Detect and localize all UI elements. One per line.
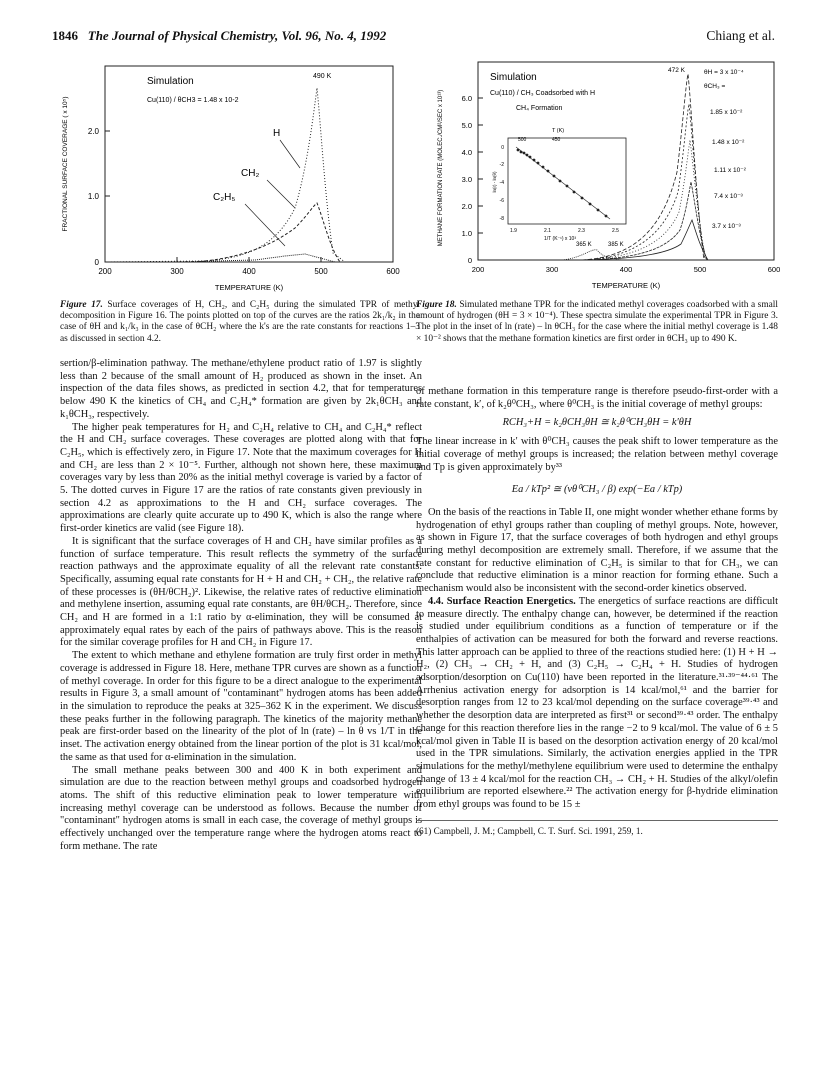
fig17-xtick-0: 200 bbox=[98, 267, 112, 276]
page-number: 1846 bbox=[52, 28, 78, 43]
fig18-inset-top-tick-1: 450 bbox=[552, 137, 561, 143]
fig18-ytick-5: 5.0 bbox=[461, 121, 472, 130]
right-paragraph-3: On the basis of the reactions in Table II, one might wonder whether ethane forms by hydrogenation of ethyl groups rather than coupling of methyl groups. Note, however, as shown in Figure 17, that the surface coverages of both hydrogen and ethyl groups during methyl decomposition are extremely small. Therefore, if we assume that the rate constant for reductive elimination of C₂H₅ is similar to that for CH₃, we can conclude that reductive elimination is a minor reaction for forming ethane. Such a mechanism would also be inconsistent with the second-order kinetics observed. bbox=[416, 506, 778, 595]
fig18-xlabel: TEMPERATURE (K) bbox=[591, 281, 661, 290]
fig17-plot-frame bbox=[105, 66, 393, 262]
fig18-inset-top-label: T (K) bbox=[552, 128, 565, 134]
fig18-xtick-0: 200 bbox=[471, 265, 485, 274]
fig17-curve-c2h5 bbox=[175, 254, 335, 262]
fig18-coverage-0: 1.85 x 10⁻² bbox=[710, 109, 743, 116]
fig18-xtick-3: 500 bbox=[693, 265, 707, 274]
fig18-coverage-2: 1.11 x 10⁻² bbox=[714, 167, 746, 174]
fig18-caption-label: Figure 18. bbox=[416, 300, 457, 310]
fig17-xtick-3: 500 bbox=[314, 267, 328, 276]
fig18-inset-xtick-0: 1.9 bbox=[510, 228, 517, 234]
fig18-ytick-2: 2.0 bbox=[461, 202, 472, 211]
fig18-low-peak-1: 385 K bbox=[608, 242, 624, 248]
running-header bbox=[52, 28, 386, 44]
fig17-ytick-1: 1.0 bbox=[87, 192, 99, 201]
fig17-curve-ch2 bbox=[195, 203, 340, 262]
equation-redhead: Ea / kTp² ≅ (νθ⁰CH₃ / β) exp(−Ea / kTp) bbox=[511, 484, 683, 496]
fig18-inset-ytick-3: -6 bbox=[499, 198, 504, 204]
fig18-legend-h: θH = 3 x 10⁻⁴ bbox=[704, 69, 744, 76]
right-paragraph-1: of methane formation in this temperature range is therefore pseudo-first-order with a rate constant, k′, of k₂θ⁰CH₃, where θ⁰CH₃ is the initial coverage of methyl groups: bbox=[416, 386, 778, 410]
figure-17-chart bbox=[55, 58, 405, 298]
journal-title: The Journal of Physical Chemistry, Vol. 96, No. 4, 1992 bbox=[87, 28, 387, 43]
fig18-xtick-2: 400 bbox=[619, 265, 633, 274]
fig18-ytick-4: 4.0 bbox=[461, 148, 472, 157]
fig17-xlabel: TEMPERATURE (K) bbox=[214, 283, 284, 292]
fig18-inset-ytick-0: 0 bbox=[501, 145, 504, 151]
fig17-label-c2h5: C₂H₅ bbox=[213, 192, 236, 203]
fig18-x-ticks bbox=[472, 265, 781, 274]
fig18-ytick-0: 0 bbox=[467, 256, 472, 265]
fig17-title: Simulation bbox=[147, 76, 194, 87]
fig18-xtick-4: 600 bbox=[767, 265, 781, 274]
fig18-subtitle-2: CH₄ Formation bbox=[516, 105, 563, 112]
fig17-ytick-0: 0 bbox=[94, 258, 99, 267]
fig18-inset-ylabel: ln(r) - ln(θ) bbox=[492, 171, 497, 193]
fig17-c2h5-pointer bbox=[245, 204, 285, 246]
fig18-ytick-1: 1.0 bbox=[461, 229, 472, 238]
fig18-subtitle-1: Cu(110) / CH₃ Coadsorbed with H bbox=[490, 90, 596, 97]
left-paragraph-4: The extent to which methane and ethylene formation are truly first order in methyl coverage is addressed in Figure 18. Here, methane TPR curves are shown as a function of methyl coverage. In order for this figure to be a direct analogue to the experimental results in Figure 3, a small amount of "contaminant" hydrogen atoms has been added in the simulation to reproduce the peaks at 325–362 K in the experiment. We discuss these peaks further in the following paragraph. The kinetics of the majority methane peak are first-order based on the linearity of the plot of ln (rate) – ln θ vs 1/T in the inset. The activation energy obtained from the linear portion of the plot is 31 kcal/mol, the same as that used for α-elimination in the simulation. bbox=[60, 650, 422, 763]
fig18-coverage-3: 7.4 x 10⁻³ bbox=[714, 193, 743, 200]
section-4-4 bbox=[416, 596, 778, 812]
right-paragraph-2: The linear increase in k′ with θ⁰CH₃ causes the peak shift to lower temperature as the initial coverage of methyl groups is increased; the relation between methyl coverage and Tp is given approximately by³³ bbox=[416, 436, 778, 473]
authors-header: Chiang et al. bbox=[706, 28, 775, 43]
fig18-coverage-4: 3.7 x 10⁻³ bbox=[712, 223, 741, 230]
right-column bbox=[416, 386, 778, 838]
fig18-inset-top-tick-0: 500 bbox=[518, 137, 527, 143]
fig18-inset-xtick-1: 2.1 bbox=[544, 228, 551, 234]
fig18-inset-xlabel: 1/T (K⁻¹) x 10³ bbox=[544, 236, 576, 242]
fig17-caption-label: Figure 17. bbox=[60, 300, 103, 310]
fig18-inset-ytick-4: -8 bbox=[499, 216, 504, 222]
left-paragraph-1: sertion/β-elimination pathway. The methane/ethylene product ratio of 1.97 is slightly less than 2 because of the small amount of H₂ produced as shown in the inset. An inspection of the data files shows, as predicted in section 4.2, that for temperatures below 490 K the kinetics of CH₄ and C₂H₄* formation are given by 2k₁θCH₃ and k₁θCH₃, respectively. bbox=[60, 358, 422, 420]
fig18-legend-ch3: θCH₃ = bbox=[704, 83, 726, 90]
fig18-coverage-1: 1.48 x 10⁻² bbox=[712, 139, 745, 146]
fig18-xtick-1: 300 bbox=[545, 265, 559, 274]
fig18-caption-text: Simulated methane TPR for the indicated methyl coverages coadsorbed with a small amount of hydrogen (θH = 3 × 10⁻⁴). These spectra simulate the experimental TPR in Figure 3. The plot in the inset of ln (rate) – ln θCH₃ for the case where the initial methyl coverage is 1.48 × 10⁻² shows that the methane formation kinetics are first order in θCH₃ up to 490 K. bbox=[416, 300, 778, 344]
fig18-inset-xtick-2: 2.3 bbox=[578, 228, 585, 234]
fig17-peak-label: 490 K bbox=[313, 73, 332, 80]
equation-rate: RCH₃+H = k₂θCH₃θH ≅ k₂θ⁰CH₃θH = k′θH bbox=[502, 417, 692, 429]
fig18-low-peak-0: 365 K bbox=[576, 242, 592, 248]
fig17-caption-text: Surface coverages of H, CH₂, and C₂H₅ during the simulated TPR of methyl decomposition in Figure 16. The points plotted on top of the curves are the ratios 2k₁/k₂ in the case of θH and k₁/k₃ in the case of θCH₂ where the k's are the rate constants for reactions 1–3 as discussed in section 4.2. bbox=[60, 300, 421, 344]
fig17-curve-h bbox=[105, 88, 345, 262]
footnote-61: (61) Campbell, J. M.; Campbell, C. T. Surf. Sci. 1991, 259, 1. bbox=[416, 820, 778, 838]
fig18-inset-ytick-2: -4 bbox=[499, 180, 504, 186]
left-paragraph-3: It is significant that the surface coverages of H and CH₂ have similar profiles as a function of surface temperature. This result reflects the symmetry of the surface reaction pathways and the approximate equality of all the relevant rate constants. Specifically, assuming equal rate constants for H + H and CH₂ + CH₂, the relative rate of these processes is (θH/θCH₂)². Likewise, the relative rates of reductive elimination and methylene insertion, assuming equal rate constants, are θH/θCH₂. Therefore, since CH₂ and H are formed in a 1:1 ratio by α-elimination, they will be consumed at approximately equal rates by each of the pairs of pathways above. This is the reason for the similar coverage profiles for H and CH₂ in Figure 17. bbox=[60, 535, 422, 649]
fig18-ylabel: METHANE FORMATION RATE (MOLEC./CM²/SEC x 10¹³) bbox=[438, 89, 444, 247]
figure-18-chart bbox=[432, 52, 790, 300]
figure-17-caption bbox=[60, 300, 420, 345]
fig18-inset bbox=[492, 128, 626, 242]
fig18-title: Simulation bbox=[490, 72, 537, 83]
section-heading: 4.4. Surface Reaction Energetics. bbox=[428, 595, 576, 607]
fig17-xtick-1: 300 bbox=[170, 267, 184, 276]
fig18-inset-ytick-1: -2 bbox=[499, 162, 504, 168]
fig18-ytick-6: 6.0 bbox=[461, 94, 472, 103]
fig17-xtick-4: 600 bbox=[386, 267, 400, 276]
left-paragraph-5: The small methane peaks between 300 and 400 K in both experiment and simulation are due to the reaction between methyl groups and coadsorbed hydrogen atoms. The shift of this reductive elimination peak to lower temperature with increasing methyl coverage can be understood as follows. Because the number of "contaminant" hydrogen atoms is small in each case, the coverage of methyl groups is effectively unchanged over the temperature range where the hydrogen atoms react to form methane. The rate bbox=[60, 764, 422, 852]
fig17-h-pointer bbox=[280, 140, 300, 168]
fig17-ytick-2: 2.0 bbox=[87, 127, 99, 136]
fig17-subtitle: Cu(110) / θCH3 = 1.48 x 10-2 bbox=[147, 97, 239, 104]
fig17-y-ticks bbox=[88, 127, 110, 267]
fig18-y-ticks bbox=[462, 94, 483, 265]
fig17-ch2-pointer bbox=[267, 180, 295, 208]
fig17-label-ch2: CH₂ bbox=[241, 168, 260, 179]
left-paragraph-2: The higher peak temperatures for H₂ and C₂H₄ relative to CH₄ and C₂H₄* reflect the H and CH₂ surface coverages. These coverages are plotted along with that for C₂H₅, which is effectively zero, in Figure 17. Note that the maximum coverages for H and CH₂ are less than 2 × 10⁻⁵. Further, although not shown here, these maximum coverages vary by less than 20% as the initial methyl coverage is varied by a factor of 5. The dotted curves in Figure 17 are the ratios of rate constants given previously in section 4.2 as approximations to the H and CH₂ surface coverages. The approximations are clearly quite accurate up to 490 K, which is also the range where first-order kinetics are valid (see Figure 18). bbox=[60, 421, 422, 535]
figure-18-caption bbox=[416, 300, 778, 345]
fig18-ytick-3: 3.0 bbox=[461, 175, 472, 184]
left-column bbox=[60, 358, 422, 853]
fig17-label-h: H bbox=[273, 128, 281, 139]
fig17-xtick-2: 400 bbox=[242, 267, 256, 276]
fig18-inset-xtick-3: 2.5 bbox=[612, 228, 619, 234]
right-paragraph-4: The energetics of surface reactions are difficult to measure directly. The enthalpy change can, however, be determined if the reaction is studied under equilibrium conditions as a function of temperature or if the enthalpies of activation can be measured for both the forward and reverse reactions. This latter approach can be applied to three of the reactions studied here: (1) H + H → H₂, (2) CH₃ → CH₂ + H, and (3) C₂H₅ → C₂H₄ + H. Studies of hydrogen adsorption/desorption on Cu(110) have been reported in the literature.³¹·³⁹⁻⁴⁴·⁶¹ The Arrhenius activation energy for adsorption is 14 kcal/mol,⁶¹ and the barrier for desorption ranges from 12 to 23 kcal/mol depending on the surface coverage³⁹·⁴³ and whether the desorption data are interpreted as first³¹ or second³⁹·⁴³ order. The enthalpy change for this reaction therefore lies in the range −2 to 9 kcal/mol. The value of 6 ± 5 kcal/mol given in Table II is based on the desorption activation energy of 20 kcal/mol used in the TPR simulations. Similarly, the activation energies applied in the TPR simulations for the methyl/methylene equilibrium were used to determine the enthalpy change of 13 ± 4 kcal/mol for the reaction CH₃ → CH₂ + H. Studies of the alkyl/olefin equilibrium are reported elsewhere.²² The activation energy for β-hydride elimination from ethyl groups was found to be 15 ± bbox=[416, 595, 778, 811]
fig18-peak-label: 472 K bbox=[668, 67, 685, 74]
fig17-ylabel: FRACTIONAL SURFACE COVERAGE ( x 10⁵) bbox=[62, 96, 69, 232]
